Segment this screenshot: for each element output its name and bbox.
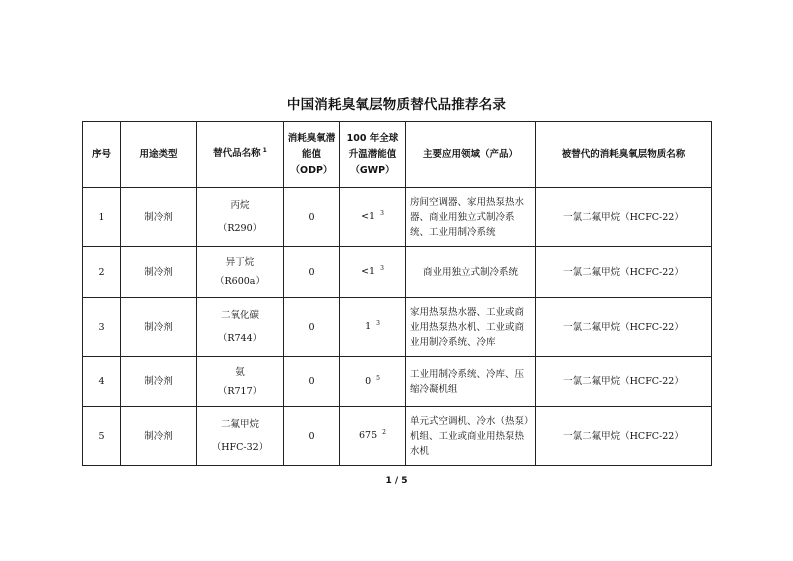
gwp-value: <1 — [361, 266, 376, 277]
row-odp: 0 — [284, 247, 340, 298]
substitute-name: 丙烷 — [230, 200, 250, 211]
row-application: 商业用独立式制冷系统 — [406, 247, 536, 298]
substitute-code: （R717） — [217, 385, 263, 397]
row-application: 房间空调器、家用热泵热水器、商业用独立式制冷系统、工业用制冷系统 — [406, 188, 536, 247]
row-application: 工业用制冷系统、冷库、压缩冷凝机组 — [406, 357, 536, 407]
table-row — [83, 357, 712, 407]
row-substitute — [197, 357, 284, 407]
header-gwp — [340, 122, 406, 188]
row-use-type: 制冷剂 — [121, 188, 197, 247]
page-indicator: 1 / 5 — [385, 476, 408, 486]
table-header-row — [83, 122, 712, 188]
substitute-code: （R744） — [217, 333, 263, 344]
row-use-type: 制冷剂 — [121, 247, 197, 298]
row-odp: 0 — [284, 407, 340, 466]
gwp-footnote: 5 — [376, 374, 380, 382]
header-name-footnote: 1 — [262, 147, 267, 154]
row-replaced: 一氯二氟甲烷（HCFC-22） — [536, 407, 712, 466]
substitute-name: 氨 — [235, 366, 245, 378]
header-odp-line2: 能值 — [301, 148, 321, 160]
table-row — [83, 407, 712, 466]
row-application: 家用热泵热水器、工业或商业用热泵热水机、工业或商业用制冷系统、冷库 — [406, 298, 536, 357]
header-application: 主要应用领域（产品） — [406, 122, 536, 188]
table-row — [83, 247, 712, 298]
substitute-code: （HFC-32） — [211, 442, 269, 453]
row-no: 3 — [83, 298, 121, 357]
row-odp: 0 — [284, 188, 340, 247]
header-use-type: 用途类型 — [121, 122, 197, 188]
row-gwp — [340, 188, 406, 247]
substitute-code: （R600a） — [215, 276, 265, 287]
row-gwp — [340, 247, 406, 298]
substitute-name: 二氧化碳 — [220, 310, 259, 321]
header-odp-line3: （ODP） — [290, 164, 333, 176]
substitute-name: 异丁烷 — [225, 257, 255, 268]
row-use-type: 制冷剂 — [121, 357, 197, 407]
row-substitute — [197, 188, 284, 247]
row-substitute — [197, 298, 284, 357]
row-no: 4 — [83, 357, 121, 407]
row-application: 单元式空调机、冷水（热泵）机组、工业或商业用热泵热水机 — [406, 407, 536, 466]
header-replaced-substance: 被替代的消耗臭氧层物质名称 — [536, 122, 712, 188]
substitute-name: 二氟甲烷 — [220, 419, 259, 430]
header-odp — [284, 122, 340, 188]
row-gwp — [340, 298, 406, 357]
gwp-footnote: 3 — [376, 320, 380, 327]
header-substitute-name — [197, 122, 284, 188]
substitutes-table — [82, 121, 712, 466]
table-row — [83, 298, 712, 357]
document-title: 中国消耗臭氧层物质替代品推荐名录 — [286, 97, 507, 113]
row-no: 1 — [83, 188, 121, 247]
table-row — [83, 188, 712, 247]
gwp-footnote: 3 — [380, 265, 384, 272]
row-replaced: 一氯二氟甲烷（HCFC-22） — [536, 188, 712, 247]
row-odp: 0 — [284, 298, 340, 357]
row-gwp — [340, 407, 406, 466]
gwp-value: 675 — [359, 430, 378, 441]
row-gwp — [340, 357, 406, 407]
gwp-value: 1 — [365, 321, 372, 332]
row-substitute — [197, 247, 284, 298]
row-replaced: 一氯二氟甲烷（HCFC-22） — [536, 298, 712, 357]
gwp-footnote: 2 — [382, 429, 386, 436]
row-replaced: 一氯二氟甲烷（HCFC-22） — [536, 357, 712, 407]
header-substitute-name-text: 替代品名称 — [213, 148, 261, 159]
header-odp-line1: 消耗臭氧潜 — [287, 132, 336, 144]
gwp-value: 0 — [365, 375, 372, 387]
header-no: 序号 — [83, 122, 121, 188]
row-odp: 0 — [284, 357, 340, 407]
row-no: 2 — [83, 247, 121, 298]
substitute-code: （R290） — [217, 223, 263, 234]
header-gwp-line1: 100 年全球 — [346, 132, 399, 144]
row-substitute — [197, 407, 284, 466]
header-gwp-line3: （GWP） — [350, 164, 395, 176]
header-gwp-line2: 升温潜能值 — [348, 148, 397, 160]
row-replaced: 一氯二氟甲烷（HCFC-22） — [536, 247, 712, 298]
row-use-type: 制冷剂 — [121, 298, 197, 357]
row-no: 5 — [83, 407, 121, 466]
row-use-type: 制冷剂 — [121, 407, 197, 466]
gwp-footnote: 3 — [380, 210, 384, 217]
gwp-value: <1 — [361, 211, 376, 222]
